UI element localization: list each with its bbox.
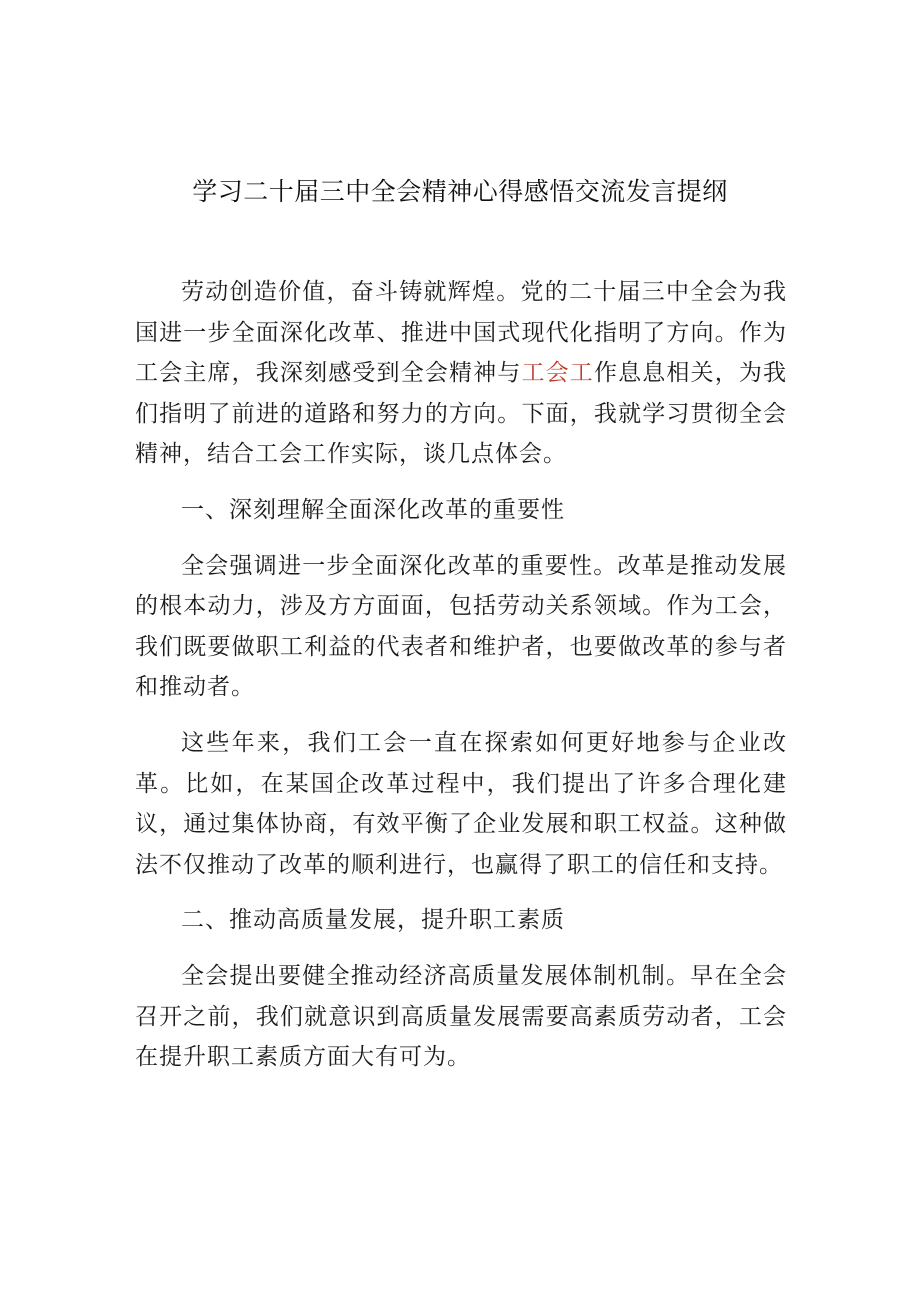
section-heading-1: 一、深刻理解全面深化改革的重要性 xyxy=(181,496,565,523)
section-1-paragraph-1: 全会强调进一步全面深化改革的重要性。改革是推动发展的根本动力，涉及方方面面，包括劳动关系领域。作为工会，我们既要做职工利益的代表者和维护者，也要做改革的参与者和推动者。 xyxy=(135,552,787,701)
intro-text-before: 劳动创造价值，奋斗铸就辉煌。党的二十届三中全会为我国进一步全面深化改革、推进中国式现代化指明了方向。作为工会主席，我深刻感受到全会精神与 xyxy=(135,279,787,387)
section-heading-2: 二、推动高质量发展，提升职工素质 xyxy=(181,907,565,934)
section-1-paragraph-2: 这些年来，我们工会一直在探索如何更好地参与企业改革。比如，在某国企改革过程中，我们提出了许多合理化建议，通过集体协商，有效平衡了企业发展和职工权益。这种做法不仅推动了改革的顺利进行，也赢得了职工的信任和支持。 xyxy=(135,729,787,878)
section-2-paragraph-1: 全会提出要健全推动经济高质量发展体制机制。早在全会召开之前，我们就意识到高质量发展需要高素质劳动者，工会在提升职工素质方面大有可为。 xyxy=(135,962,787,1071)
intro-text-after: 作息息相关，为我们指明了前进的道路和努力的方向。下面，我就学习贯彻全会精神，结合工会工作实际，谈几点体会。 xyxy=(135,360,788,468)
highlighted-text: 工会工 xyxy=(521,360,594,387)
intro-paragraph xyxy=(135,272,787,475)
document-body xyxy=(135,272,787,1093)
document-title: 学习二十届三中全会精神心得感悟交流发言提纲 xyxy=(192,177,728,206)
